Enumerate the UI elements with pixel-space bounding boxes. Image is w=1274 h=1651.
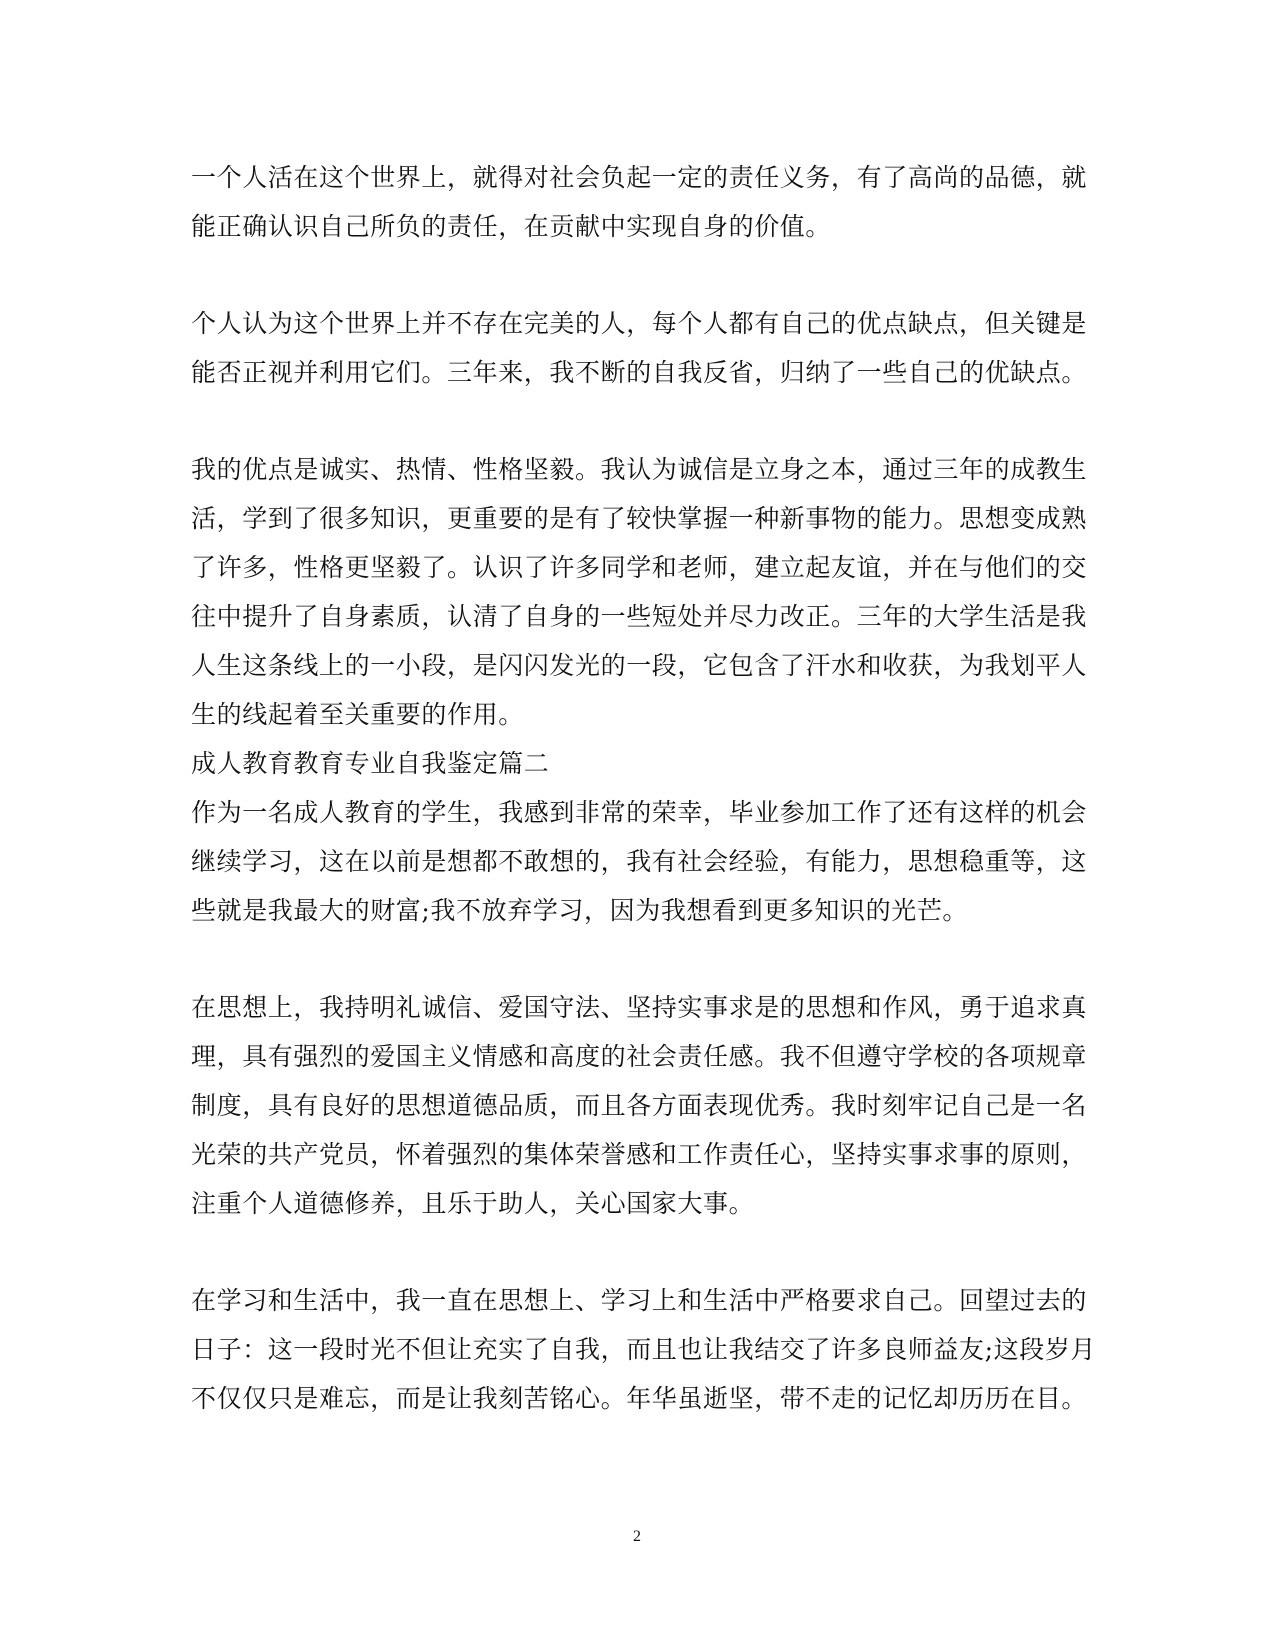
text-line: 制度，具有良好的思想道德品质，而且各方面表现优秀。我时刻牢记自己是一名 [191, 1091, 1088, 1120]
text-line: 人生这条线上的一小段，是闪闪发光的一段，它包含了汗水和收获，为我划平人 [191, 651, 1088, 680]
text-line: 日子：这一段时光不但让充实了自我，而且也让我结交了许多良师益友;这段岁月 [191, 1335, 1097, 1364]
text-line: 在思想上，我持明礼诚信、爱国守法、坚持实事求是的思想和作风，勇于追求真 [191, 993, 1088, 1022]
text-line: 生的线起着至关重要的作用。 [191, 700, 524, 729]
text-line: 作为一名成人教育的学生，我感到非常的荣幸，毕业参加工作了还有这样的机会 [191, 798, 1088, 827]
text-line: 在学习和生活中，我一直在思想上、学习上和生活中严格要求自己。回望过去的 [191, 1286, 1088, 1315]
text-line: 活，学到了很多知识，更重要的是有了较快掌握一种新事物的能力。思想变成熟 [191, 504, 1088, 533]
page-number: 2 [633, 1528, 641, 1545]
text-line: 往中提升了自身素质，认清了自身的一些短处并尽力改正。三年的大学生活是我 [191, 602, 1088, 631]
text-line: 些就是我最大的财富;我不放弃学习，因为我想看到更多知识的光芒。 [191, 896, 969, 925]
text-line: 一个人活在这个世界上，就得对社会负起一定的责任义务，有了高尚的品德，就 [191, 163, 1088, 192]
text-line: 个人认为这个世界上并不存在完美的人，每个人都有自己的优点缺点，但关键是 [191, 309, 1088, 338]
text-line: 不仅仅只是难忘，而是让我刻苦铭心。年华虽逝坚，带不走的记忆却历历在目。 [191, 1384, 1088, 1413]
text-line: 理，具有强烈的爱国主义情感和高度的社会责任感。我不但遵守学校的各项规章 [191, 1042, 1088, 1071]
text-line: 继续学习，这在以前是想都不敢想的，我有社会经验，有能力，思想稳重等，这 [191, 847, 1088, 876]
text-line: 注重个人道德修养，且乐于助人，关心国家大事。 [191, 1189, 755, 1218]
text-line: 能正确认识自己所负的责任，在贡献中实现自身的价值。 [191, 212, 832, 241]
section-heading: 成人教育教育专业自我鉴定篇二 [191, 749, 550, 778]
text-line: 光荣的共产党员，怀着强烈的集体荣誉感和工作责任心，坚持实事求事的原则， [191, 1140, 1088, 1169]
text-line: 了许多，性格更坚毅了。认识了许多同学和老师，建立起友谊，并在与他们的交 [191, 553, 1088, 582]
text-line: 能否正视并利用它们。三年来，我不断的自我反省，归纳了一些自己的优缺点。 [191, 358, 1088, 387]
text-line: 我的优点是诚实、热情、性格坚毅。我认为诚信是立身之本，通过三年的成教生 [191, 455, 1088, 484]
